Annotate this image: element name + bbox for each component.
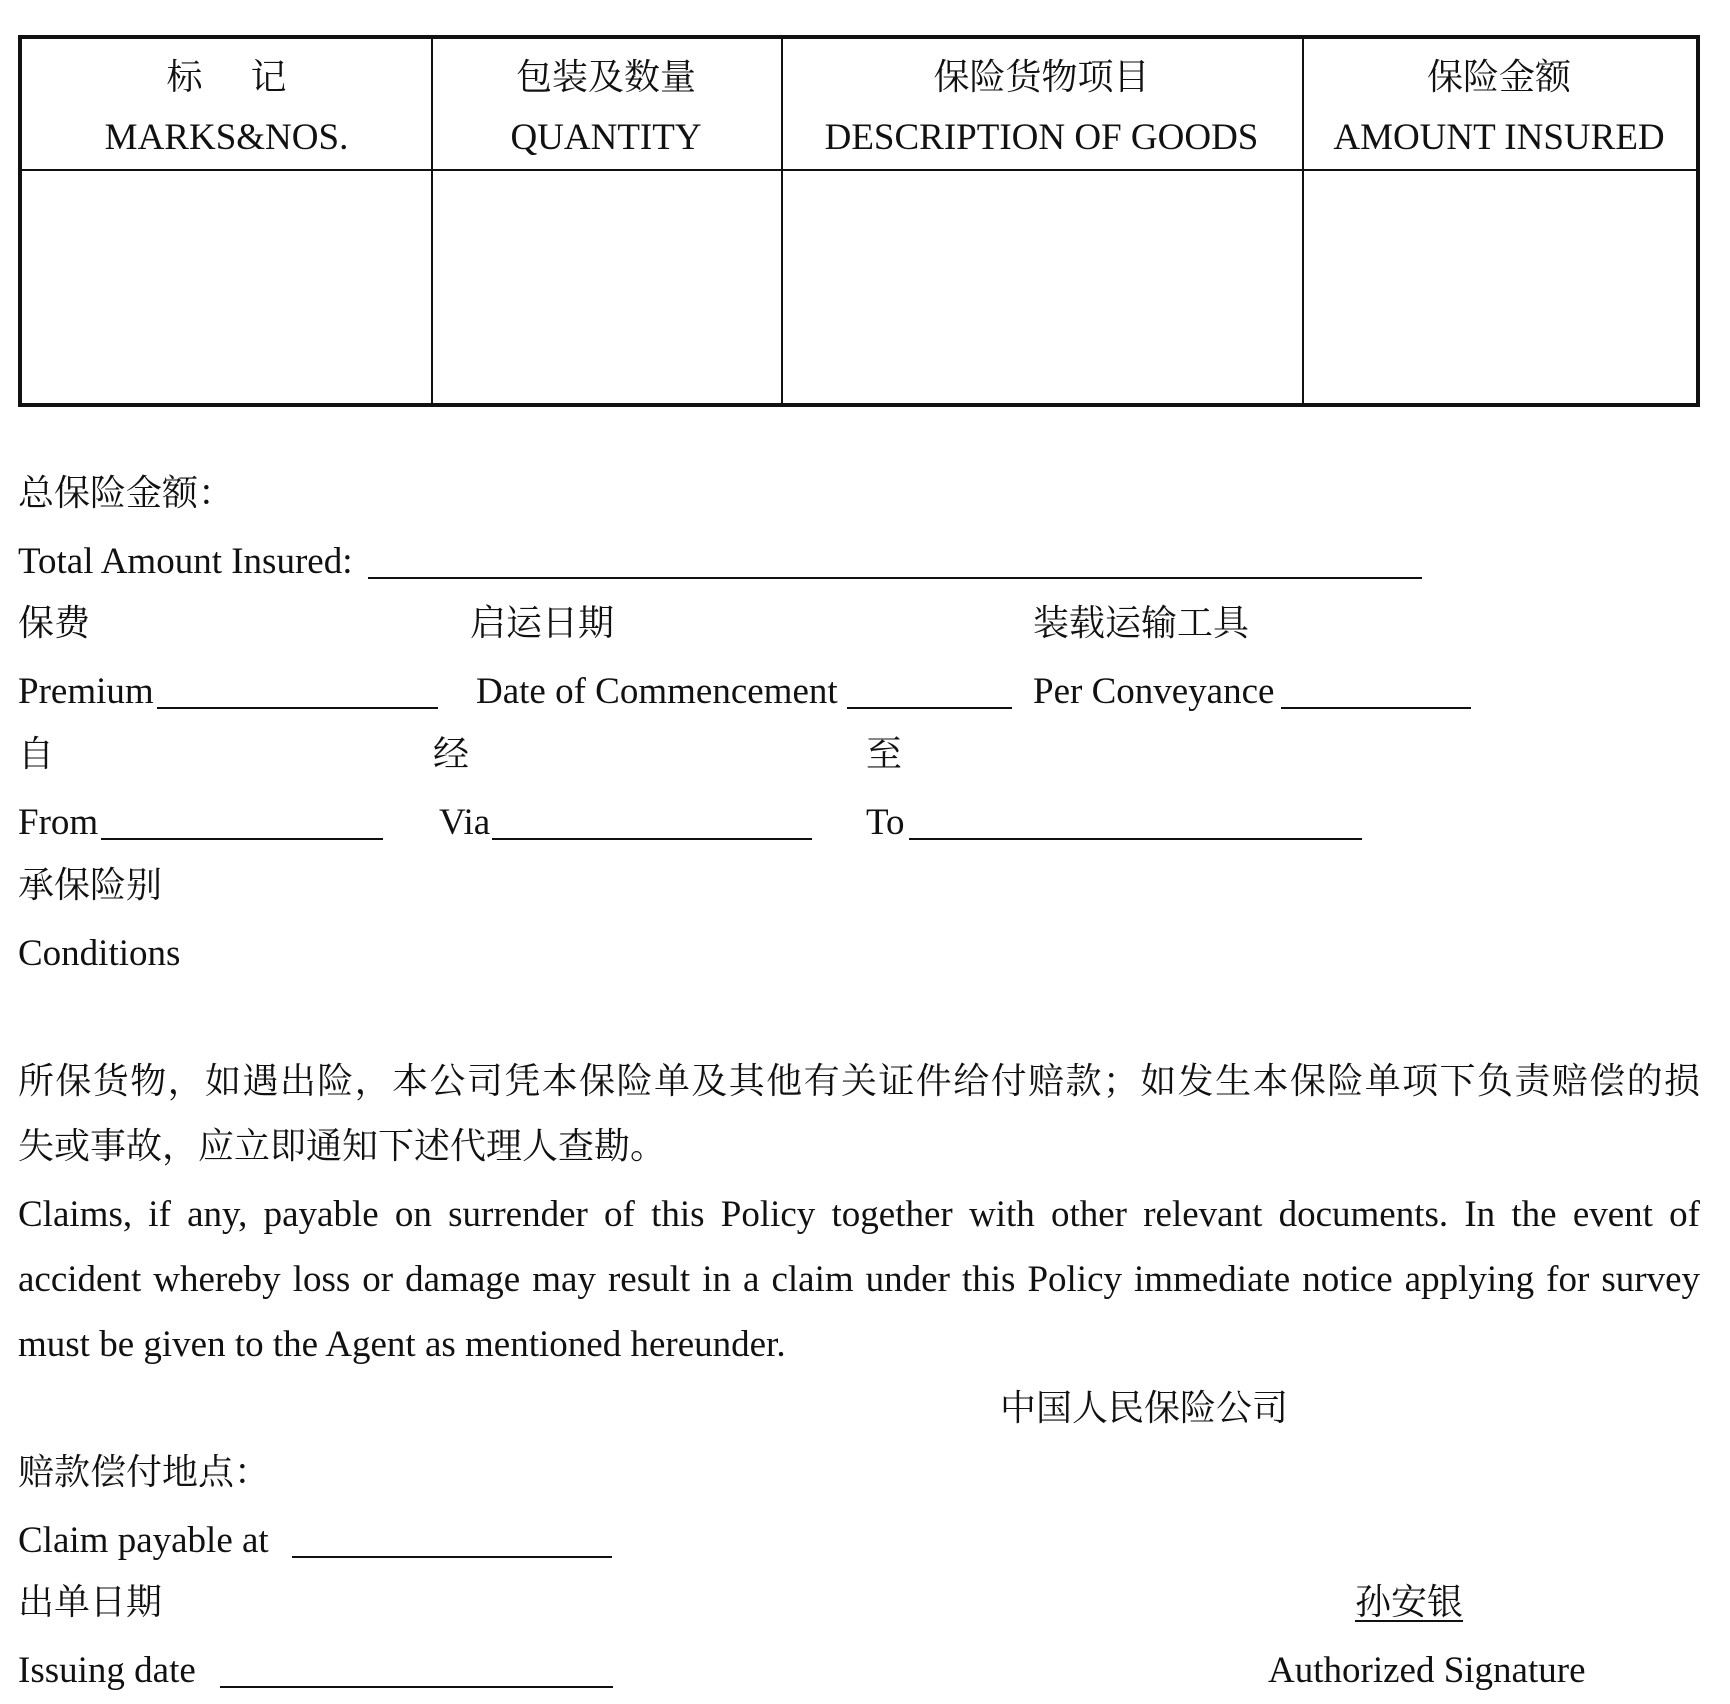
via-label-cn: 经	[433, 734, 470, 775]
header-amount-cn: 保险金额	[1426, 57, 1571, 98]
claims-notice-en-line1: Claims, if any, payable on surrender of this Policy together with other relevant documents. In the event of	[18, 1194, 1700, 1235]
total-amount-field[interactable]	[368, 577, 1422, 579]
company-name: 中国人民保险公司	[1000, 1388, 1289, 1429]
to-field[interactable]	[909, 838, 1362, 840]
commencement-label-en: Date of Commencement	[476, 671, 838, 712]
header-amount	[1302, 39, 1696, 169]
conditions-label-en: Conditions	[18, 933, 181, 974]
conveyance-label-en: Per Conveyance	[1033, 671, 1275, 712]
cell-amount[interactable]	[1304, 171, 1696, 403]
conveyance-field[interactable]	[1281, 707, 1471, 709]
cell-description[interactable]	[783, 171, 1302, 403]
cell-quantity[interactable]	[433, 171, 781, 403]
claim-place-label-cn: 赔款偿付地点：	[18, 1452, 271, 1493]
header-description-en: DESCRIPTION OF GOODS	[824, 117, 1259, 158]
header-marks	[22, 39, 431, 169]
via-label-en: Via	[439, 802, 491, 843]
header-quantity-en: QUANTITY	[510, 117, 702, 158]
authorized-signature-label: Authorized Signature	[1268, 1650, 1586, 1691]
via-field[interactable]	[492, 838, 812, 840]
to-label-cn: 至	[866, 734, 903, 775]
header-quantity	[431, 39, 781, 169]
claims-notice-en-line3: must be given to the Agent as mentioned hereunder.	[18, 1324, 786, 1365]
claims-notice-en-line2: accident whereby loss or damage may result in a claim under this Policy immediate notice applying for survey	[18, 1259, 1700, 1300]
total-amount-label-cn: 总保险金额：	[18, 473, 235, 514]
claim-place-label-en: Claim payable at	[18, 1520, 269, 1561]
from-field[interactable]	[101, 838, 383, 840]
from-label-en: From	[18, 802, 99, 843]
from-label-cn: 自	[18, 734, 55, 775]
issuing-date-label-cn: 出单日期	[18, 1582, 163, 1623]
issuing-date-field[interactable]	[220, 1686, 613, 1688]
issuing-date-label-en: Issuing date	[18, 1650, 196, 1691]
cell-marks[interactable]	[22, 171, 431, 403]
header-description-cn: 保险货物项目	[933, 57, 1150, 98]
premium-label-cn: 保费	[18, 603, 91, 644]
premium-label-en: Premium	[18, 671, 154, 712]
commencement-label-cn: 启运日期	[470, 603, 615, 644]
claim-place-field[interactable]	[292, 1556, 612, 1558]
goods-table	[18, 35, 1700, 407]
premium-field[interactable]	[157, 707, 438, 709]
conditions-label-cn: 承保险别	[18, 865, 163, 906]
commencement-field[interactable]	[847, 707, 1012, 709]
conveyance-label-cn: 装载运输工具	[1033, 603, 1250, 644]
total-amount-label-en: Total Amount Insured:	[18, 541, 353, 582]
to-label-en: To	[866, 802, 905, 843]
header-amount-en: AMOUNT INSURED	[1333, 117, 1665, 158]
claims-notice-cn-line1: 所保货物，如遇出险，本公司凭本保险单及其他有关证件给付赔款；如发生本保险单项下负责赔偿的损	[18, 1061, 1700, 1102]
header-marks-en: MARKS&NOS.	[104, 117, 349, 158]
header-description	[781, 39, 1302, 169]
header-quantity-cn: 包装及数量	[515, 57, 696, 98]
claims-notice-cn-line2: 失或事故，应立即通知下述代理人查勘。	[18, 1126, 667, 1167]
header-marks-cn: 标记	[166, 57, 335, 98]
signature-name: 孙安银	[1355, 1582, 1464, 1623]
